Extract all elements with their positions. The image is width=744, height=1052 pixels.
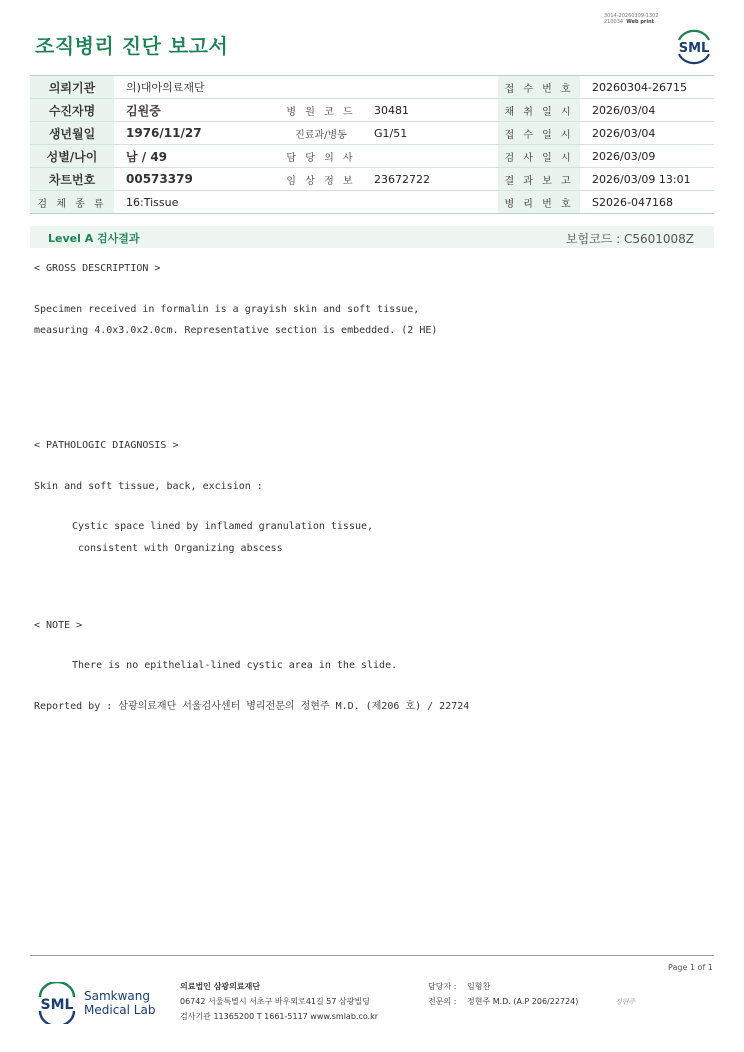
table-row bbox=[30, 99, 714, 122]
value-clinical-info: 23672722 bbox=[362, 168, 498, 191]
label-collection-date: 채 취 일 시 bbox=[498, 99, 580, 122]
patient-info-table bbox=[30, 75, 714, 214]
sml-logo-icon bbox=[36, 982, 78, 1024]
value-received-date: 2026/03/04 bbox=[580, 122, 714, 145]
brand-name-line1: Samkwang bbox=[84, 989, 150, 1003]
brand-name-line2: Medical Lab bbox=[84, 1003, 156, 1017]
insurance-code: 보험코드 : C5601008Z bbox=[565, 232, 694, 246]
value-physician bbox=[362, 145, 498, 168]
note-text: There is no epithelial-lined cystic area in the slide. bbox=[72, 660, 398, 671]
value-department: G1/51 bbox=[362, 122, 498, 145]
sml-logo-icon bbox=[673, 26, 715, 66]
pathologic-diagnosis-heading: < PATHOLOGIC DIAGNOSIS > bbox=[34, 440, 179, 451]
label-patient-name: 수진자명 bbox=[30, 99, 114, 122]
value-report-date: 2026/03/09 13:01 bbox=[580, 168, 714, 191]
label-clinical-info: 임 상 정 보 bbox=[280, 168, 362, 191]
diagnosis-site: Skin and soft tissue, back, excision : bbox=[34, 481, 263, 492]
diagnosis-line: Cystic space lined by inflamed granulation tissue, bbox=[72, 521, 374, 532]
label-hospital-code: 병 원 코 드 bbox=[280, 99, 362, 122]
table-row bbox=[30, 168, 714, 191]
value-pathology-no: S2026-047168 bbox=[580, 191, 714, 214]
table-row bbox=[30, 191, 714, 214]
label-received-date: 접 수 일 시 bbox=[498, 122, 580, 145]
label-pathology-no: 병 리 번 호 bbox=[498, 191, 580, 214]
label-department: 진료과/병동 bbox=[280, 122, 362, 145]
reported-by: Reported by : 삼광의료재단 서울검사센터 병리전문의 정현주 M.D. (제206 호) / 22724 bbox=[34, 701, 470, 712]
label-sex-age: 성별/나이 bbox=[30, 145, 114, 168]
gross-description-line: Specimen received in formalin is a grayish skin and soft tissue, bbox=[34, 304, 420, 315]
diagnosis-line: consistent with Organizing abscess bbox=[78, 543, 283, 554]
print-code-line2: 210034 bbox=[604, 19, 624, 25]
gross-description-heading: < GROSS DESCRIPTION > bbox=[34, 263, 161, 274]
table-row bbox=[30, 76, 714, 99]
staff-name: 임형찬 bbox=[467, 982, 491, 991]
value-hospital-code: 30481 bbox=[362, 99, 498, 122]
logo-text: SML bbox=[40, 997, 74, 1013]
value-requesting-org: 의)대아의료재단 bbox=[114, 76, 498, 99]
organization-contact: 검사기관 11365200 T 1661-5117 www.smlab.co.kr bbox=[180, 1012, 379, 1021]
label-accession-no: 접 수 번 호 bbox=[498, 76, 580, 99]
table-row bbox=[30, 122, 714, 145]
organization-name: 의료법인 삼광의료재단 bbox=[180, 982, 261, 991]
label-physician: 담 당 의 사 bbox=[280, 145, 362, 168]
label-specimen-type: 검 체 종 류 bbox=[30, 191, 114, 214]
specialist-label: 전문의 : bbox=[428, 997, 457, 1006]
value-patient-name: 김원중 bbox=[114, 99, 280, 122]
print-code bbox=[604, 13, 659, 25]
label-requesting-org: 의뢰기관 bbox=[30, 76, 114, 99]
label-birth-date: 생년월일 bbox=[30, 122, 114, 145]
page-number: Page 1 of 1 bbox=[668, 963, 713, 972]
organization-address: 06742 서울특별시 서초구 바우뫼로41길 57 삼광빌딩 bbox=[180, 997, 370, 1006]
value-birth-date: 1976/11/27 bbox=[114, 122, 280, 145]
logo-text: SML bbox=[678, 41, 710, 56]
label-report-date: 결 과 보 고 bbox=[498, 168, 580, 191]
specialist-value: 정현주 M.D. (A.P 206/22724) bbox=[467, 997, 579, 1006]
label-chart-no: 차트번호 bbox=[30, 168, 114, 191]
label-test-date: 검 사 일 시 bbox=[498, 145, 580, 168]
value-chart-no: 00573379 bbox=[114, 168, 280, 191]
result-level-bar bbox=[30, 226, 714, 248]
value-accession-no: 20260304-26715 bbox=[580, 76, 714, 99]
report-title: 조직병리 진단 보고서 bbox=[35, 34, 229, 58]
note-heading: < NOTE > bbox=[34, 620, 83, 631]
gross-description-line: measuring 4.0x3.0x2.0cm. Representative section is embedded. (2 HE) bbox=[34, 325, 438, 336]
value-sex-age: 남 / 49 bbox=[114, 145, 280, 168]
staff-label: 담당자 : bbox=[428, 982, 457, 991]
footer-divider bbox=[30, 955, 714, 956]
print-code-line1: 3014-20260309-1302 bbox=[604, 13, 659, 19]
level-label: Level A 검사결과 bbox=[48, 232, 140, 245]
value-specimen-type: 16:Tissue bbox=[114, 191, 498, 214]
value-collection-date: 2026/03/04 bbox=[580, 99, 714, 122]
value-test-date: 2026/03/09 bbox=[580, 145, 714, 168]
signature: 정현주 bbox=[615, 998, 636, 1006]
table-row bbox=[30, 145, 714, 168]
web-print-label: Web print bbox=[626, 19, 655, 25]
